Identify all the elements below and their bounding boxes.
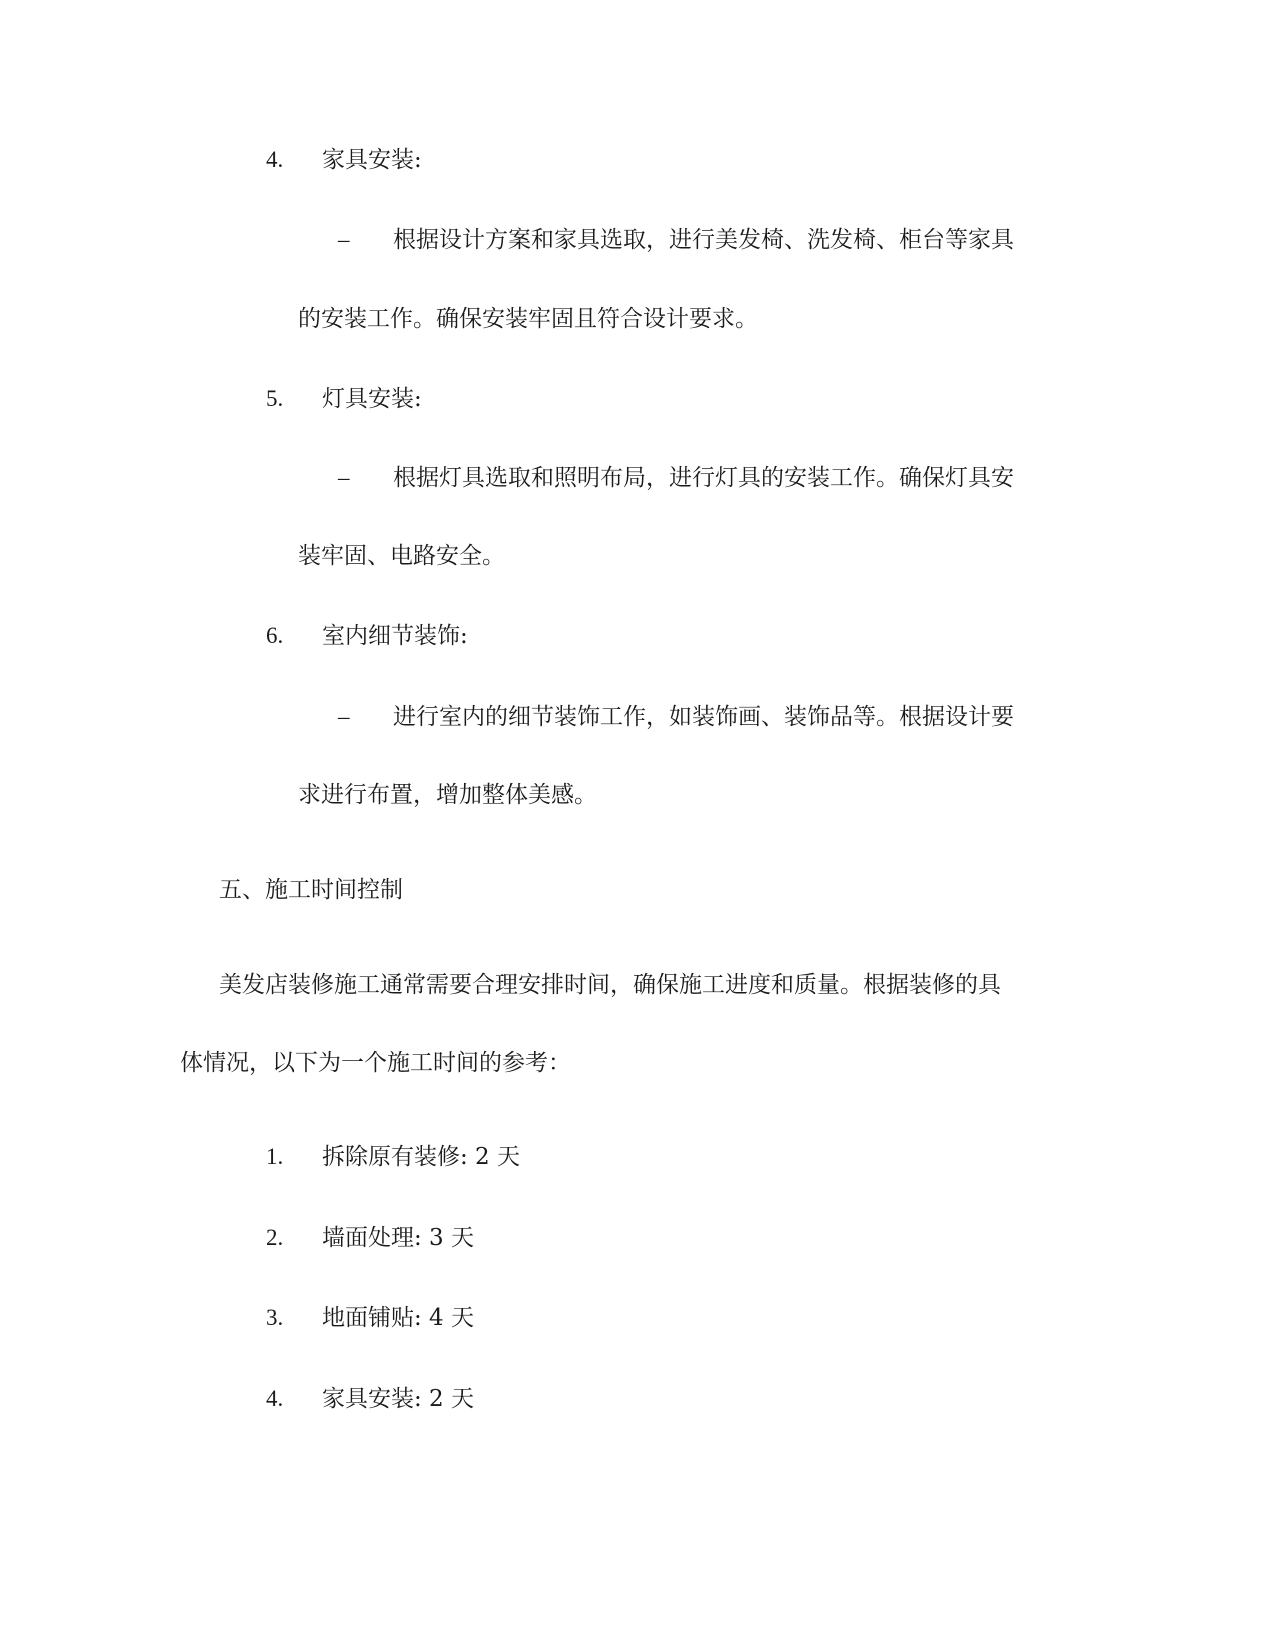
list-item-title: 室内细节装饰:: [322, 623, 468, 649]
bullet-text-line: 求进行布置，增加整体美感。: [298, 782, 597, 808]
bullet-dash: –: [338, 227, 350, 252]
list-number: 6.: [266, 623, 284, 648]
paragraph-line: 体情况，以下为一个施工时间的参考：: [180, 1050, 571, 1076]
bullet-text-line: 根据灯具选取和照明布局，进行灯具的安装工作。确保灯具安: [393, 465, 1014, 491]
schedule-number: 1.: [266, 1144, 284, 1169]
list-number: 5.: [266, 386, 284, 411]
schedule-number: 2.: [266, 1225, 284, 1250]
bullet-dash: –: [338, 465, 350, 490]
list-number: 4.: [266, 147, 284, 172]
schedule-number: 4.: [266, 1386, 284, 1411]
schedule-item: 地面铺贴: 4 天: [322, 1305, 475, 1331]
bullet-dash: –: [338, 704, 350, 729]
schedule-item: 家具安装: 2 天: [322, 1386, 475, 1412]
section-heading: 五、施工时间控制: [219, 877, 403, 903]
bullet-text-line: 进行室内的细节装饰工作，如装饰画、装饰品等。根据设计要: [393, 704, 1014, 730]
bullet-text-line: 装牢固、电路安全。: [298, 543, 505, 569]
bullet-text-line: 的安装工作。确保安装牢固且符合设计要求。: [298, 306, 758, 332]
schedule-number: 3.: [266, 1305, 284, 1330]
paragraph-line: 美发店装修施工通常需要合理安排时间，确保施工进度和质量。根据装修的具: [219, 972, 1001, 998]
list-item-title: 灯具安装:: [322, 386, 422, 412]
bullet-text-line: 根据设计方案和家具选取，进行美发椅、洗发椅、柜台等家具: [393, 227, 1014, 253]
list-item-title: 家具安装:: [322, 147, 422, 173]
schedule-item: 墙面处理: 3 天: [322, 1225, 475, 1251]
schedule-item: 拆除原有装修: 2 天: [322, 1144, 521, 1170]
